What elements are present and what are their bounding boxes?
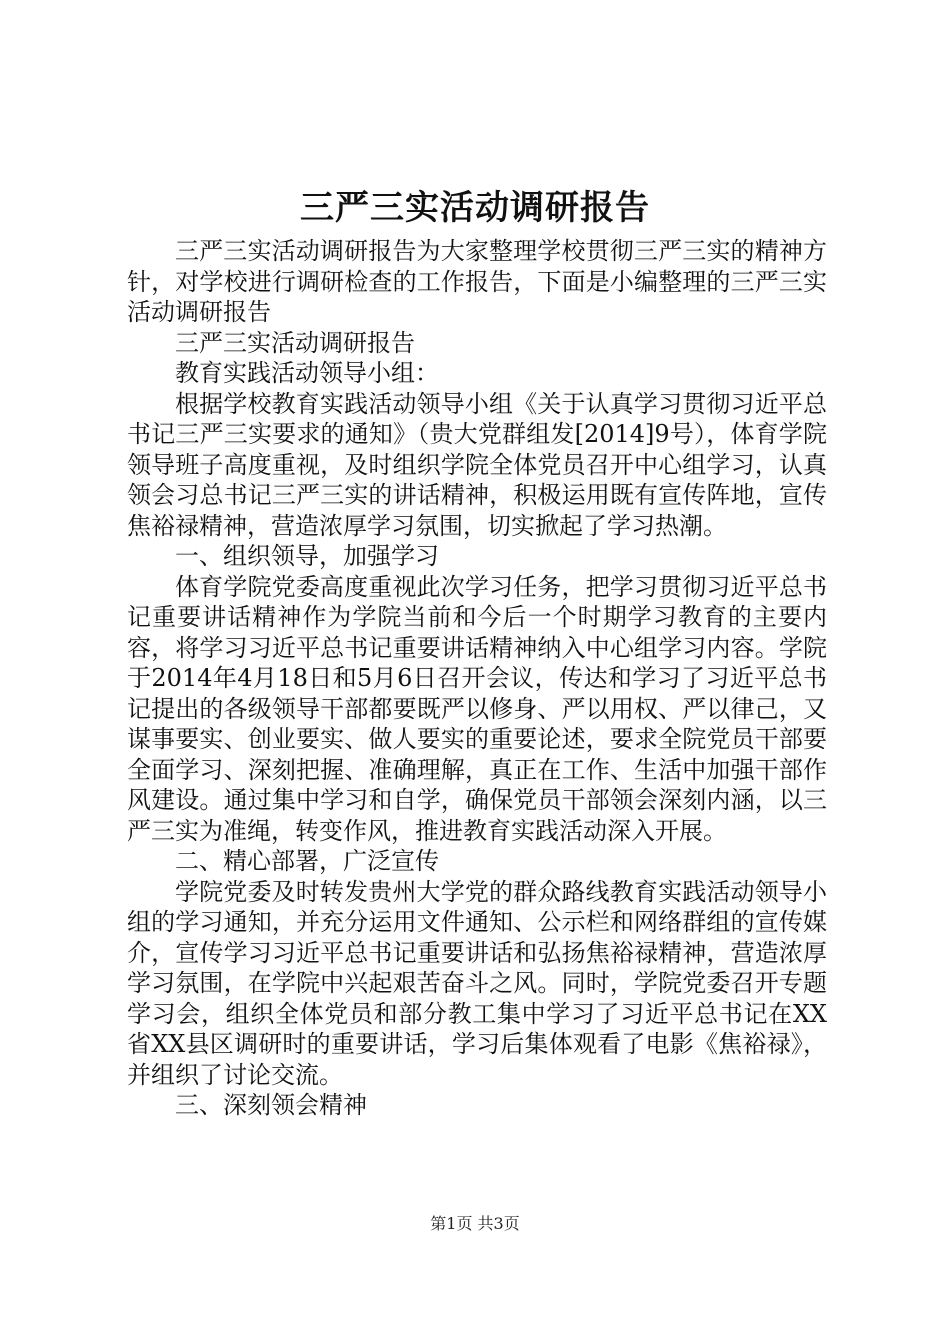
intro-paragraph: 三严三实活动调研报告为大家整理学校贯彻三严三实的精神方针，对学校进行调研检查的工作报告，下面是小编整理的三严三实活动调研报告 [127,237,827,326]
body-paragraph: 体育学院党委高度重视此次学习任务，把学习贯彻习近平总书记重要讲话精神作为学院当前和今后一个时期学习教育的主要内容，将学习习近平总书记重要讲话精神纳入中心组学习内容。学院于2014年4月18日和5月6日召开会议，传达和学习了习近平总书记提出的各级领导干部都要既严以修身、严以用权、严以律己，又谋事要实、创业要实、做人要实的重要论述，要求全院党员干部要全面学习、深刻把握、准确理解，真正在工作、生活中加强干部作风建设。通过集中学习和自学，确保党员干部领会深刻内涵，以三严三实为准绳，转变作风，推进教育实践活动深入开展。 [127,572,827,845]
page-footer: 第1页 共3页 [430,1214,520,1233]
section-heading-2: 二、精心部署，广泛宣传 [175,847,439,875]
body-paragraph: 根据学校教育实践活动领导小组《关于认真学习贯彻习近平总书记三严三实要求的通知》（贵大党群组发[2014]9号），体育学院领导班子高度重视，及时组织学院全体党员召开中心组学习，认真领会习总书记三严三实的讲话精神，积极运用既有宣传阵地，宣传焦裕禄精神，营造浓厚学习氛围，切实掀起了学习热潮。 [127,389,827,540]
document-body [127,236,827,1121]
section-heading-3: 三、深刻领会精神 [175,1091,367,1119]
salutation: 教育实践活动领导小组： [175,359,439,387]
document-title: 三严三实活动调研报告 [300,188,650,228]
report-subtitle: 三严三实活动调研报告 [175,328,415,357]
section-heading-1: 一、组织领导，加强学习 [175,542,439,570]
body-paragraph: 学院党委及时转发贵州大学党的群众路线教育实践活动领导小组的学习通知，并充分运用文件通知、公示栏和网络群组的宣传媒介，宣传学习习近平总书记重要讲话和弘扬焦裕禄精神，营造浓厚学习氛围，在学院中兴起艰苦奋斗之风。同时，学院党委召开专题学习会，组织全体党员和部分教工集中学习了习近平总书记在XX省XX县区调研时的重要讲话，学习后集体观看了电影《焦裕禄》，并组织了讨论交流。 [127,877,827,1089]
